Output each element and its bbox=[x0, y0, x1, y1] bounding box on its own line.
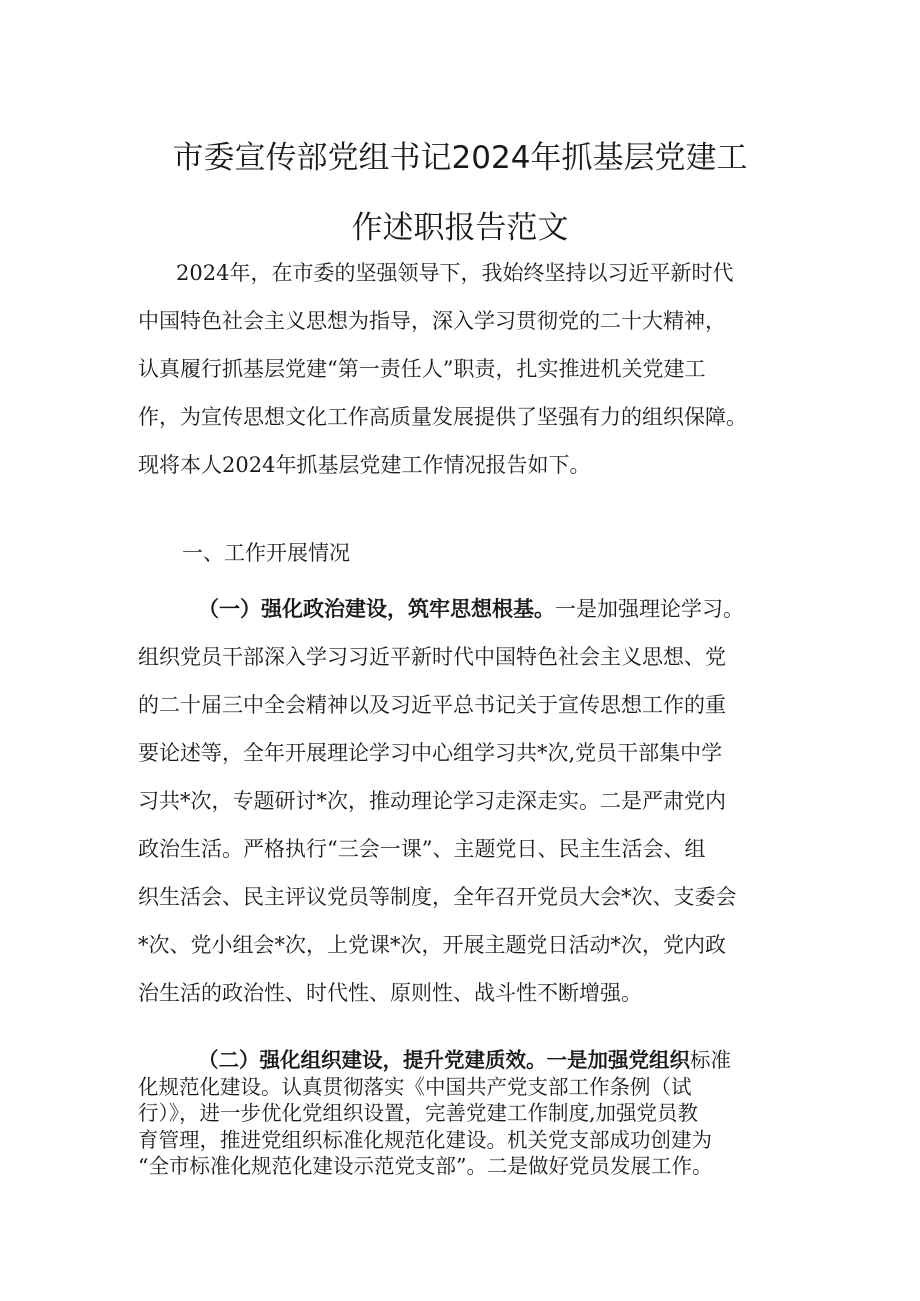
section-heading-text: 一、工作开展情况 bbox=[182, 541, 350, 565]
subsection-1-paragraph bbox=[138, 585, 806, 1017]
paragraph-line: 行）》，进一步优化党组织设置，完善党建工作制度,加强党员教 bbox=[138, 1101, 699, 1125]
paragraph-line: *次、党小组会*次，上党课*次，开展主题党日活动*次，党内政 bbox=[138, 933, 726, 957]
paragraph-line: 织生活会、民主评议党员等制度，全年召开党员大会*次、支委会 bbox=[138, 885, 737, 909]
paragraph-line: 中国特色社会主义思想为指导，深入学习贯彻党的二十大精神， bbox=[138, 309, 726, 333]
document-title-line-2: 作述职报告范文 bbox=[351, 210, 569, 246]
subsection-1-lead: （一）强化政治建设，筑牢思想根基。 bbox=[198, 596, 555, 621]
paragraph-line: 的二十届三中全会精神以及习近平总书记关于宣传思想工作的重 bbox=[138, 693, 726, 717]
paragraph-line: 组织党员干部深入学习习近平新时代中国特色社会主义思想、党 bbox=[138, 645, 726, 669]
intro-paragraph bbox=[138, 249, 806, 489]
subsection-2-paragraph bbox=[138, 1047, 806, 1180]
paragraph-line: 现将本人2024年抓基层党建工作情况报告如下。 bbox=[138, 453, 591, 477]
subsection-2-lead-rest: 标准 bbox=[690, 1048, 731, 1072]
subsection-1-lead-rest: 一是加强理论学习。 bbox=[555, 597, 744, 621]
section-heading bbox=[138, 529, 806, 577]
subsection-2-lead-2: 一是加强党组织 bbox=[546, 1048, 690, 1072]
paragraph-line: “全市标准化规范化建设示范党支部”。二是做好党员发展工作。 bbox=[138, 1154, 713, 1178]
paragraph-line: 政治生活。严格执行“三会一课”、主题党日、民主生活会、组 bbox=[138, 837, 706, 861]
paragraph-line: 作，为宣传思想文化工作高质量发展提供了坚强有力的组织保障。 bbox=[138, 405, 747, 429]
paragraph-line: 化规范化建设。认真贯彻落实《中国共产党支部工作条例（试 bbox=[138, 1074, 692, 1099]
paragraph-line: 要论述等，全年开展理论学习中心组学习共*次,党员干部集中学 bbox=[138, 741, 723, 765]
paragraph-line: 育管理，推进党组织标准化规范化建设。机关党支部成功创建为 bbox=[138, 1127, 712, 1152]
paragraph-line: 认真履行抓基层党建“第一责任人”职责，扎实推进机关党建工 bbox=[138, 357, 706, 381]
paragraph-line bbox=[138, 585, 806, 633]
subsection-2-lead: （二）强化组织建设，提升党建质效。 bbox=[198, 1048, 547, 1072]
document-title-line-1: 市委宣传部党组书记2024年抓基层党建工 bbox=[172, 140, 748, 176]
paragraph-line bbox=[138, 1047, 806, 1074]
paragraph-line: 习共*次，专题研讨*次，推动理论学习走深走实。二是严肃党内 bbox=[138, 789, 726, 813]
paragraph-line: 2024年，在市委的坚强领导下，我始终坚持以习近平新时代 bbox=[176, 261, 734, 285]
paragraph-line: 治生活的政治性、时代性、原则性、战斗性不断增强。 bbox=[138, 981, 642, 1005]
